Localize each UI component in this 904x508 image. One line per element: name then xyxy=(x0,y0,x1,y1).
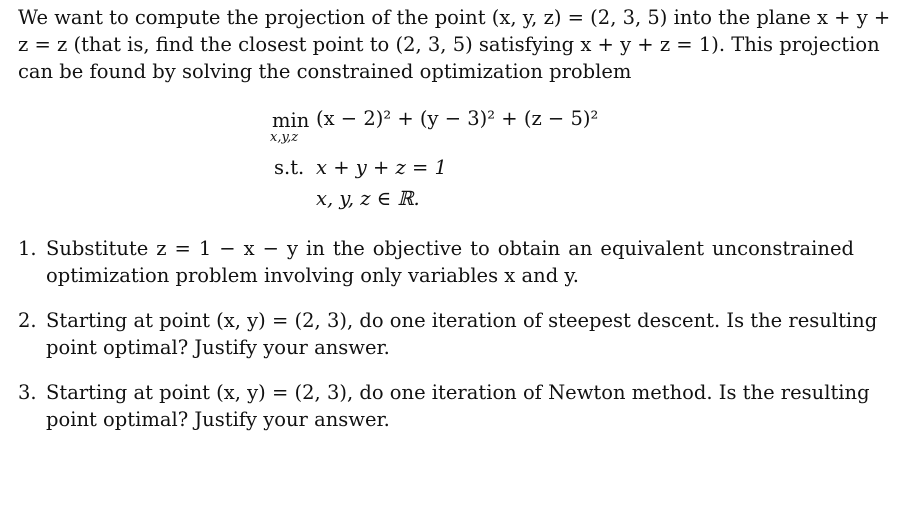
question-3-number: 3. xyxy=(18,381,37,404)
question-2-line-1: Starting at point (x, y) = (2, 3), do one iteration of steepest descent. Is the resulting xyxy=(46,309,878,332)
subject-to-label: s.t. xyxy=(274,156,305,179)
question-1-number: 1. xyxy=(18,237,37,260)
constraint-equation: x + y + z = 1 xyxy=(316,156,447,179)
question-3-line-1: Starting at point (x, y) = (2, 3), do one iteration of Newton method. Is the resulting xyxy=(46,381,870,404)
question-3-line-2: point optimal? Justify your answer. xyxy=(46,408,390,431)
question-2-number: 2. xyxy=(18,309,37,332)
variable-domain: x, y, z ∈ ℝ. xyxy=(316,187,420,210)
intro-line-1: We want to compute the projection of the point (x, y, z) = (2, 3, 5) into the plane x + y + xyxy=(18,6,891,29)
question-1-line-1: Substitute z = 1 − x − y in the objective to obtain an equivalent unconstrained xyxy=(46,237,854,260)
intro-line-2: z = z (that is, find the closest point to (2, 3, 5) satisfying x + y + z = 1). This projection xyxy=(18,33,880,56)
intro-line-3: can be found by solving the constrained optimization problem xyxy=(18,60,632,83)
question-1-line-2: optimization problem involving only variables x and y. xyxy=(46,264,579,287)
objective-function: (x − 2)² + (y − 3)² + (z − 5)² xyxy=(316,107,599,130)
question-2-line-2: point optimal? Justify your answer. xyxy=(46,336,390,359)
min-variables: x,y,z xyxy=(270,130,299,145)
min-operator: min xyxy=(272,109,310,132)
